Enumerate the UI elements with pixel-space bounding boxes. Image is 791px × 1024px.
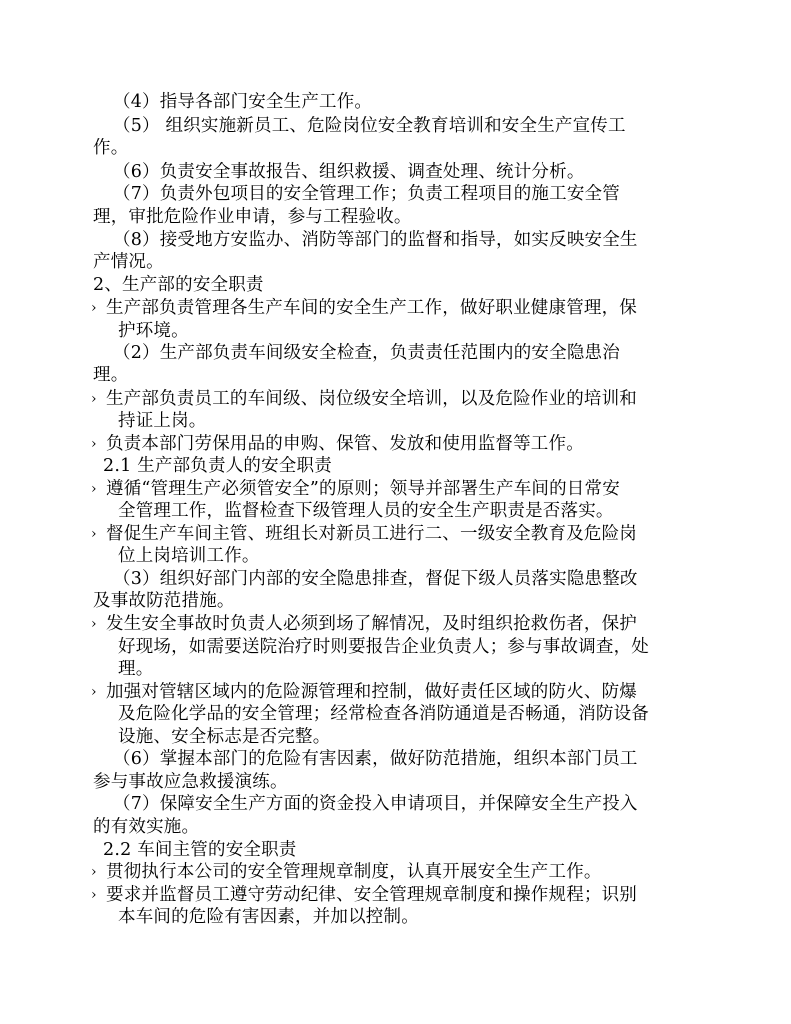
section-heading-2-2: 2.2 车间主管的安全职责 (103, 840, 297, 860)
bullet-marker: › (91, 616, 97, 632)
supervisor-duty-2: 要求并监督员工遵守劳动纪律、安全管理规章制度和操作规程；识别 (106, 885, 637, 905)
head-duty-3-cont: 及事故防范措施。 (93, 591, 235, 611)
item-7-cont: 理，审批危险作业申请，参与工程验收。 (93, 207, 412, 227)
bullet-marker: › (91, 684, 97, 700)
prod-duty-1-cont: 护环境。 (118, 321, 189, 341)
head-duty-5-cont-2: 设施、安全标志是否完整。 (118, 727, 331, 747)
item-8: （8）接受地方安监办、消防等部门的监督和指导，如实反映安全生 (113, 230, 638, 250)
head-duty-5-cont-1: 及危险化学品的安全管理；经常检查各消防通道是否畅通，消防设备 (118, 704, 649, 724)
bullet-marker: › (91, 526, 97, 542)
item-5-cont: 作。 (93, 138, 129, 158)
bullet-marker: › (91, 887, 97, 903)
bullet-marker: › (91, 436, 97, 452)
head-duty-1: 遵循“管理生产必须管安全”的原则；领导并部署生产车间的日常安 (106, 479, 620, 499)
item-7: （7）负责外包项目的安全管理工作；负责工程项目的施工安全管 (113, 184, 620, 204)
prod-duty-1: 生产部负责管理各生产车间的安全生产工作，做好职业健康管理，保 (106, 298, 637, 318)
head-duty-5: 加强对管辖区域内的危险源管理和控制，做好责任区域的防火、防爆 (106, 682, 637, 702)
head-duty-3: （3）组织好部门内部的安全隐患排查，督促下级人员落实隐患整改 (113, 569, 638, 589)
section-heading-2: 2、生产部的安全职责 (93, 275, 264, 295)
head-duty-1-cont: 全管理工作，监督检查下级管理人员的安全生产职责是否落实。 (118, 501, 614, 521)
bullet-marker: › (91, 864, 97, 880)
head-duty-4-cont-1: 好现场，如需要送院治疗时则要报告企业负责人；参与事故调查，处 (118, 637, 649, 657)
item-8-cont: 产情况。 (93, 252, 164, 272)
prod-duty-4: 负责本部门劳保用品的申购、保管、发放和使用监督等工作。 (106, 434, 584, 454)
prod-duty-3: 生产部负责员工的车间级、岗位级安全培训，以及危险作业的培训和 (106, 389, 637, 409)
bullet-marker: › (91, 300, 97, 316)
prod-duty-2: （2）生产部负责车间级安全检查，负责责任范围内的安全隐患治 (113, 343, 620, 363)
head-duty-6-cont: 参与事故应急救援演练。 (93, 772, 288, 792)
supervisor-duty-2-cont: 本车间的危险有害因素，并加以控制。 (118, 907, 419, 927)
head-duty-4: 发生安全事故时负责人必须到场了解情况，及时组织抢救伤者，保护 (106, 614, 637, 634)
head-duty-4-cont-2: 理。 (118, 659, 154, 679)
item-6: （6）负责安全事故报告、组织救援、调查处理、统计分析。 (113, 162, 585, 182)
bullet-marker: › (91, 391, 97, 407)
supervisor-duty-1: 贯彻执行本公司的安全管理规章制度，认真开展安全生产工作。 (106, 862, 602, 882)
head-duty-6: （6）掌握本部门的危险有害因素，做好防范措施，组织本部门员工 (113, 749, 638, 769)
section-heading-2-1: 2.1 生产部负责人的安全职责 (103, 456, 332, 476)
prod-duty-2-cont: 理。 (93, 365, 129, 385)
prod-duty-3-cont: 持证上岗。 (118, 411, 207, 431)
bullet-marker: › (91, 481, 97, 497)
item-5: （5） 组织实施新员工、危险岗位安全教育培训和安全生产宣传工 (113, 116, 626, 136)
head-duty-7: （7）保障安全生产方面的资金投入申请项目，并保障安全生产投入 (113, 794, 638, 814)
head-duty-7-cont: 的有效实施。 (93, 817, 200, 837)
item-4: （4）指导各部门安全生产工作。 (113, 92, 373, 112)
head-duty-2: 督促生产车间主管、班组长对新员工进行二、一级安全教育及危险岗 (106, 524, 637, 544)
head-duty-2-cont: 位上岗培训工作。 (118, 546, 260, 566)
